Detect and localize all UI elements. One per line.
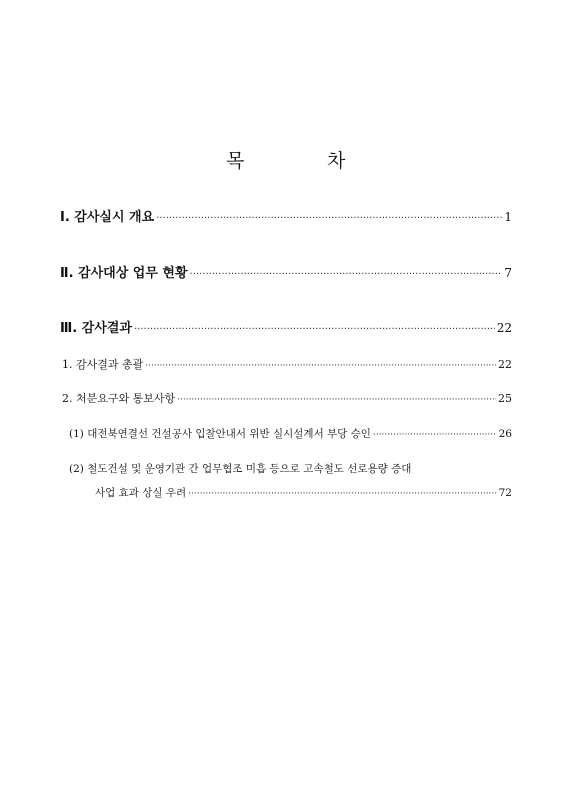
toc-page-number: 22 <box>498 358 512 371</box>
title-char-2: 차 <box>327 150 347 172</box>
toc-entry-label-continued: 사업 효과 상실 우려 <box>95 487 187 499</box>
toc-dot-leader <box>373 430 497 440</box>
toc-entry-section-3-2-2[interactable] <box>95 485 512 500</box>
toc-page-number: 1 <box>504 210 512 224</box>
toc-dot-leader <box>145 361 496 371</box>
toc-entry-label: Ⅲ. 감사결과 <box>60 321 132 336</box>
toc-dot-leader <box>134 324 495 335</box>
toc-entry-section-3-2-1[interactable] <box>69 426 512 441</box>
toc-dot-leader <box>190 269 503 280</box>
toc-entry-label: 2. 처분요구와 통보사항 <box>62 392 176 405</box>
toc-entry-label: Ⅰ. 감사실시 개요 <box>60 210 155 225</box>
toc-page-number: 72 <box>498 487 512 499</box>
toc-entry-section-3-1[interactable] <box>62 356 512 372</box>
toc-entry-section-3[interactable] <box>60 317 512 336</box>
toc-entry-label: (2) 철도건설 및 운영기관 간 업무협조 미흡 등으로 고속철도 선로용량 증대 <box>69 463 412 475</box>
toc-entry-section-3-2-2-line1[interactable] <box>69 461 411 476</box>
toc-page-number: 7 <box>504 266 512 280</box>
toc-entry-label: 1. 감사결과 총괄 <box>62 358 144 371</box>
toc-page-number: 22 <box>496 321 512 335</box>
toc-dot-leader <box>177 395 496 405</box>
toc-entry-section-3-2[interactable] <box>62 390 512 406</box>
toc-page-number: 26 <box>498 428 512 440</box>
toc-entry-section-1[interactable] <box>60 206 512 225</box>
toc-entry-section-2[interactable] <box>60 262 512 281</box>
page-title <box>0 146 566 172</box>
toc-entry-label: Ⅱ. 감사대상 업무 현황 <box>60 266 188 281</box>
toc-dot-leader <box>156 213 502 224</box>
toc-entry-label: (1) 대전북연결선 건설공사 입찰안내서 위반 실시설계서 부당 승인 <box>69 428 371 440</box>
toc-page-number: 25 <box>498 392 512 405</box>
toc-dot-leader <box>188 489 496 499</box>
title-char-1: 목 <box>226 150 246 172</box>
